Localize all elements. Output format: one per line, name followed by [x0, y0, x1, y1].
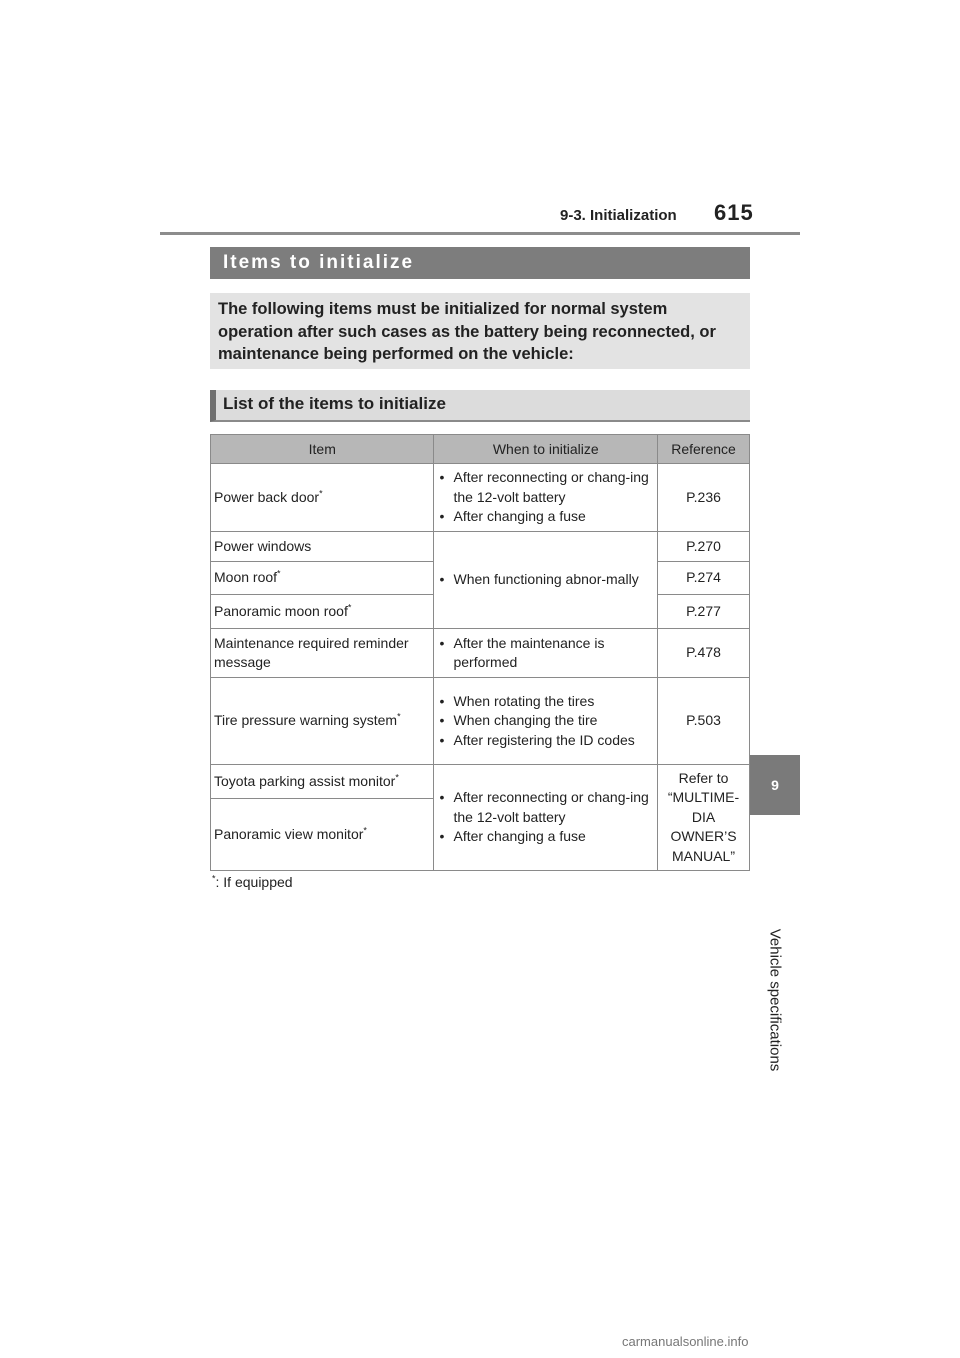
when-cell — [434, 464, 658, 532]
asterisk: * — [319, 488, 323, 499]
reference-cell: P.478 — [658, 629, 750, 678]
reference-cell: Refer to “MULTIME-DIA OWNER’S MANUAL” — [658, 765, 750, 871]
list-item: • When functioning abnor-mally — [437, 570, 654, 590]
list-item: • When changing the tire — [437, 711, 654, 731]
initialization-table — [210, 434, 750, 871]
reference-cell: P.274 — [658, 562, 750, 595]
chapter-title: Vehicle specifications — [766, 928, 784, 1072]
asterisk: * — [363, 825, 367, 836]
section-title: 9-3. Initialization — [560, 207, 677, 224]
header-rule — [160, 232, 800, 235]
reference-cell: P.236 — [658, 464, 750, 532]
chapter-number: 9 — [771, 777, 779, 793]
list-item: • After changing a fuse — [437, 827, 654, 847]
item-cell: Moon roof* — [211, 562, 434, 595]
watermark: carmanualsonline.info — [622, 1334, 749, 1349]
section-banner: Items to initialize — [210, 247, 750, 279]
list-item: • After reconnecting or chang-ing the 12-volt battery — [437, 788, 654, 827]
table-row — [211, 678, 750, 765]
item-cell: Power windows — [211, 532, 434, 562]
page-number: 615 — [714, 200, 754, 225]
when-cell — [434, 765, 658, 871]
list-item: • After reconnecting or chang-ing the 12-volt battery — [437, 468, 654, 507]
item-cell: Power back door* — [211, 464, 434, 532]
reference-cell: P.503 — [658, 678, 750, 765]
asterisk: * — [347, 602, 352, 613]
column-header: When to initialize — [434, 435, 658, 464]
table-row — [211, 765, 750, 799]
list-item: • When rotating the tires — [437, 692, 654, 712]
list-item: • After registering the ID codes — [437, 731, 654, 751]
intro-box: The following items must be initialized for normal system operation after such cases as the battery being reconnected, or maintenance being performed on the vehicle: — [210, 293, 750, 369]
item-cell: Panoramic view monitor* — [211, 799, 434, 871]
footnote: *: If equipped — [212, 873, 293, 890]
chapter-tab[interactable] — [750, 755, 800, 815]
when-cell — [434, 532, 658, 629]
item-cell: Tire pressure warning system* — [211, 678, 434, 765]
table-header-row — [211, 435, 750, 464]
footnote-asterisk: * — [212, 873, 216, 884]
when-cell — [434, 629, 658, 678]
asterisk: * — [277, 568, 281, 579]
reference-cell: P.277 — [658, 595, 750, 629]
column-header: Reference — [658, 435, 750, 464]
asterisk: * — [397, 711, 401, 722]
table-row — [211, 464, 750, 532]
table-row — [211, 532, 750, 562]
list-item: • After changing a fuse — [437, 507, 654, 527]
when-cell — [434, 678, 658, 765]
list-item: • After the maintenance is performed — [437, 634, 654, 673]
reference-cell: P.270 — [658, 532, 750, 562]
item-cell: Toyota parking assist monitor* — [211, 765, 434, 799]
item-cell: Maintenance required reminder message — [211, 629, 434, 678]
column-header: Item — [211, 435, 434, 464]
asterisk: * — [395, 772, 399, 783]
item-cell: Panoramic moon roof* — [211, 595, 434, 629]
table-row — [211, 629, 750, 678]
subheading: List of the items to initialize — [210, 390, 750, 422]
